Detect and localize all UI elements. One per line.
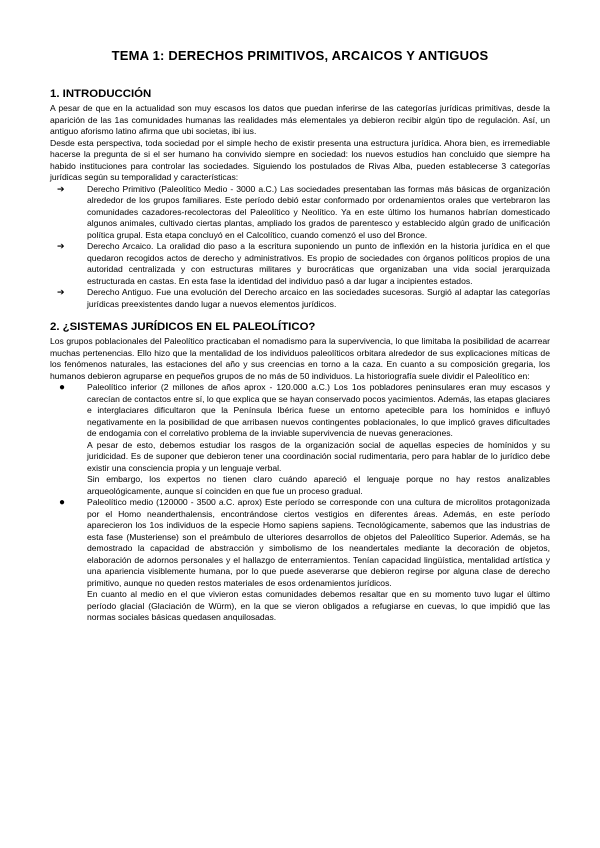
intro-paragraph-1: A pesar de que en la actualidad son muy escasos los datos que puedan inferirse de las categorías jurídicas primitivas, desde la aparición de las 1as comunidades humanas las realidades más elementales ya debieron recibir algún tipo de regulación. Así, un antiguo aforismo latino afirma que ubi societas, ibi ius. [50, 103, 550, 136]
list-item [50, 184, 550, 242]
list-item-text: A pesar de esto, debemos estudiar los rasgos de la organización social de aquellas especies de homínidos y su juridicidad. Es de suponer que debieron tener una coordinación social rudimentaria, pero para hablar de lo jurídico debe existir una consciencia propia y un lenguaje verbal. [87, 439, 550, 473]
paleolithic-periods-list [50, 382, 550, 624]
list-item-text: Sin embargo, los expertos no tienen claro cuándo apareció el lenguaje porque no hay restos analizables arqueológicamente, aunque sí coinciden en que fue un proceso gradual. [87, 474, 550, 496]
list-item-text: Derecho Antiguo. Fue una evolución del Derecho arcaico en las sociedades sucesoras. Surgió al adaptar las categorías jurídicas preexistentes dando lugar a nuevos elementos jurídicos. [87, 287, 550, 309]
list-item [50, 382, 550, 497]
bullet-icon: ● [59, 382, 66, 393]
section-heading-introduccion: 1. INTRODUCCIÓN [50, 88, 152, 100]
list-item-text: Derecho Primitivo (Paleolítico Medio - 3000 a.C.) Las sociedades presentaban las formas más básicas de organización alrededor de los grupos familiares. Este período debió estar conformado por ordenamientos orales que vertebraron las comunidades cazadores-recolectoras del Paleolítico y Neolítico. Ya en este último los humanos habrían domesticado algunos animales, cultivado ciertas plantas, ampliado los grados de parentesco y establecido algún grado de unificación política grupal. Esta etapa concluyó en el Calcolítico, cuando comenzó el uso del Bronce. [87, 183, 550, 240]
list-item-text: Paleolítico inferior (2 millones de años aprox - 120.000 a.C.) Los 1os pobladores peninsulares eran muy escasos y carecían de contactos entre sí, lo que explica que se hayan conservado pocos yacimientos. Además, las etapas glaciares e interglaciares dificultaron que la Península Ibérica fuese un entorno apetecible para los homínidos e influyó negativamente en la posibilidad de que arribasen nuevos contingentes poblacionales, lo que implicó graves dificultades de endogamia con el correlativo problema de la inviable supervivencia de nuevas generaciones. [87, 382, 550, 438]
arrow-icon: ➔ [57, 183, 65, 194]
section-heading-paleolitico: 2. ¿SISTEMAS JURÍDICOS EN EL PALEOLÍTICO? [50, 321, 316, 333]
legal-categories-list [50, 184, 550, 311]
arrow-icon: ➔ [57, 241, 65, 251]
bullet-icon: ● [59, 497, 66, 508]
list-item [50, 497, 550, 624]
arrow-icon: ➔ [57, 287, 65, 297]
list-item [50, 287, 550, 310]
list-item-text: En cuanto al medio en el que vivieron estas comunidades debemos resaltar que en su momento tuvo lugar el último período glacial (Glaciación de Würm), en la que se vieron obligados a refugiarse en cuevas, lo que impidió que las normas sociales básicas quedasen anquilosadas. [87, 589, 550, 622]
document-title: TEMA 1: DERECHOS PRIMITIVOS, ARCAICOS Y ANTIGUOS [111, 48, 489, 63]
intro-paragraph-2: Desde esta perspectiva, toda sociedad por el simple hecho de existir presenta una estructura jurídica. Ahora bien, es irremediable hacerse la pregunta de si el ser humano ha convivido siempre en sociedad: los nuevos estudios han concluido que siempre ha habido instituciones para controlar las sociedades. Siguiendo los postulados de Rivas Alba, pueden establecerse 3 categorías jurídicas según su temporalidad y características: [50, 137, 550, 182]
list-item [50, 241, 550, 287]
list-item-text: Derecho Arcaico. La oralidad dio paso a la escritura suponiendo un punto de inflexión en la historia jurídica en el que quedaron recogidos actos de derecho y administrativos. Es propio de sociedades con órganos políticos propios de una autoridad centralizada y con estructuras militares y burocráticas que organizaban una vida social jerarquizada estructurada en castas. En esta fase la identidad del individuo pasó a dar lugar a incipientes estados. [87, 241, 550, 286]
list-item-text: Paleolítico medio (120000 - 3500 a.C. aprox) Este período se corresponde con una cultura de microlitos protagonizada por el Homo neanderthalensis, encontrándose ciertos vestigios en diferentes áreas. Además, en este período aparecieron los 1os individuos de la especie Homo sapiens sapiens. Tecnológicamente, sabemos que las industrias de esta fase (Musteriense) son el preámbulo de ulteriores desarrollos de objetos del Paleolítico Superior. Además, se ha demostrado la capacidad de abstracción y simbolismo de los neandertales mediante la decoración de objetos, elaboración de adornos personales y el hallazgo de enterramientos. Tenían capacidad lingüística, mentalidad artística y una apariencia visiblemente humana, por lo que puede aseverarse que debieron regirse por alguna clase de derecho primitivo, aunque no queden restos materiales de esos ordenamientos jurídicos. [87, 497, 550, 588]
paleolitico-paragraph: Los grupos poblacionales del Paleolítico practicaban el nomadismo para la supervivencia, lo que limitaba la posibilidad de acarrear muchas pertenencias. Ello hizo que la mentalidad de los individuos paleolíticos orbitara alrededor de sus explicaciones míticas de los fenómenos naturales, las estaciones del año y sus creencias en torno a la caza. En cuanto a su composición gregaria, los humanos debieron agruparse en pequeños grupos de no más de 50 individuos. La historiografía suele dividir el Paleolítico en: [50, 336, 550, 381]
